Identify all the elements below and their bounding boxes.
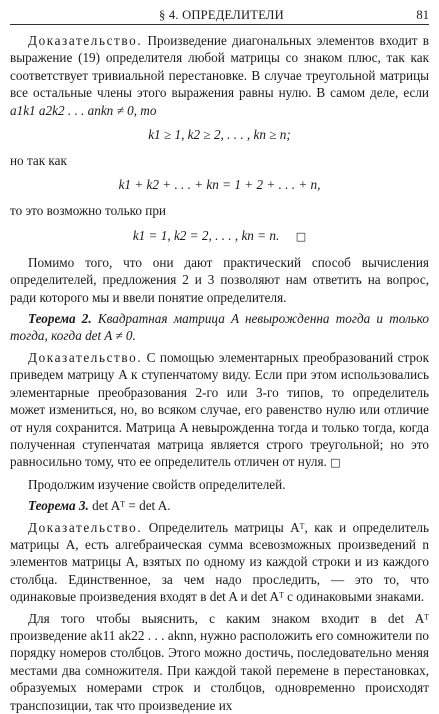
proof-label-2: Доказательство. (28, 349, 143, 365)
proof-text-2: С помощью элементарных преобразований строк приведем матрицу A к ступенчатому виду. Если при этом использовались элементарные преобразования 2-го или 3-го типов, то определитель может измениться, но, во всяком случае, его равенство нулю или отличие от нуля сохранится. Матрица A невырожденна тогда и только тогда, когда полученная ступенчатая матрица является строго треугольной; но это равносильно тому, что ее определитель отличен от нуля. (10, 349, 429, 470)
qed-symbol: □ (295, 229, 307, 243)
text-but-since: но так как (10, 153, 67, 169)
proof-text-3: Определитель матрицы Aᵀ, как и определитель матрицы A, есть алгебраическая сумма всевозможных произведений n элементов матрицы A, взятых по одному из каждой строки и из каждого столбца. Единственное, за чем надо проследить, — это то, что одинаковые произведения входят в det A и det Aᵀ с одинаковыми знаками. (10, 519, 429, 605)
formula-equalities-text: k1 = 1, k2 = 2, . . . , kn = n. (132, 227, 280, 243)
formula-equalities (10, 226, 429, 247)
qed-symbol-2: □ (330, 456, 341, 470)
paragraph-continue: Продолжим изучение свойств определителей. (28, 476, 286, 492)
theorem-2-statement: Квадратная матрица A невырожденна тогда и только тогда, когда det A ≠ 0. (10, 311, 430, 344)
proof-condition: a1k1 a2k2 . . . ankn ≠ 0, то (10, 102, 157, 118)
proof-paragraph-1 (10, 32, 429, 119)
paragraph-practical: Помимо того, что они дают практический способ вычисления определителей, предложения 2 и 3 позволяют нам ответить на вопрос, ради которого мы и ввели понятие определителя. (10, 254, 429, 305)
running-header (10, 6, 429, 25)
section-title: § 4. ОПРЕДЕЛИТЕЛИ (159, 8, 284, 22)
page-number: 81 (416, 8, 429, 22)
theorem-3 (10, 497, 429, 514)
text-then-only: то это возможно только при (10, 203, 166, 219)
proof-paragraph-2 (10, 349, 429, 472)
theorem-2 (10, 310, 429, 345)
theorem-2-label: Теорема 2. (28, 311, 92, 327)
theorem-3-label: Теорема 3. (28, 498, 89, 514)
proof-label-3: Доказательство. (28, 519, 143, 535)
proof-label: Доказательство. (28, 33, 143, 48)
theorem-3-statement: det Aᵀ = det A. (92, 498, 171, 514)
paragraph-sign: Для того чтобы выяснить, с каким знаком входит в det Aᵀ произведение ak11 ak22 . . . aknn, нужно расположить его сомножители по порядку номеров столбцов. Этого можно достичь, последовательно меняя местами два сомножителя. При каждой такой перемене в перестановках, образуемых номерами строк и столбцов, одновременно происходят транспозиции, так что произведение их (10, 610, 429, 713)
formula-sum: k1 + k2 + . . . + kn = 1 + 2 + . . . + n, (118, 177, 321, 193)
proof-paragraph-3 (10, 519, 429, 606)
formula-inequalities: k1 ≥ 1, k2 ≥ 2, . . . , kn ≥ n; (148, 127, 291, 143)
proof-text: Произведение диагональных элементов входит в выражение (19) определителя любой матрицы со знаком плюс, так как соответствует тривиальной перестановке. В случае треугольной матрицы все остальные члены этого выражения равны нулю. В самом деле, если (10, 33, 430, 101)
